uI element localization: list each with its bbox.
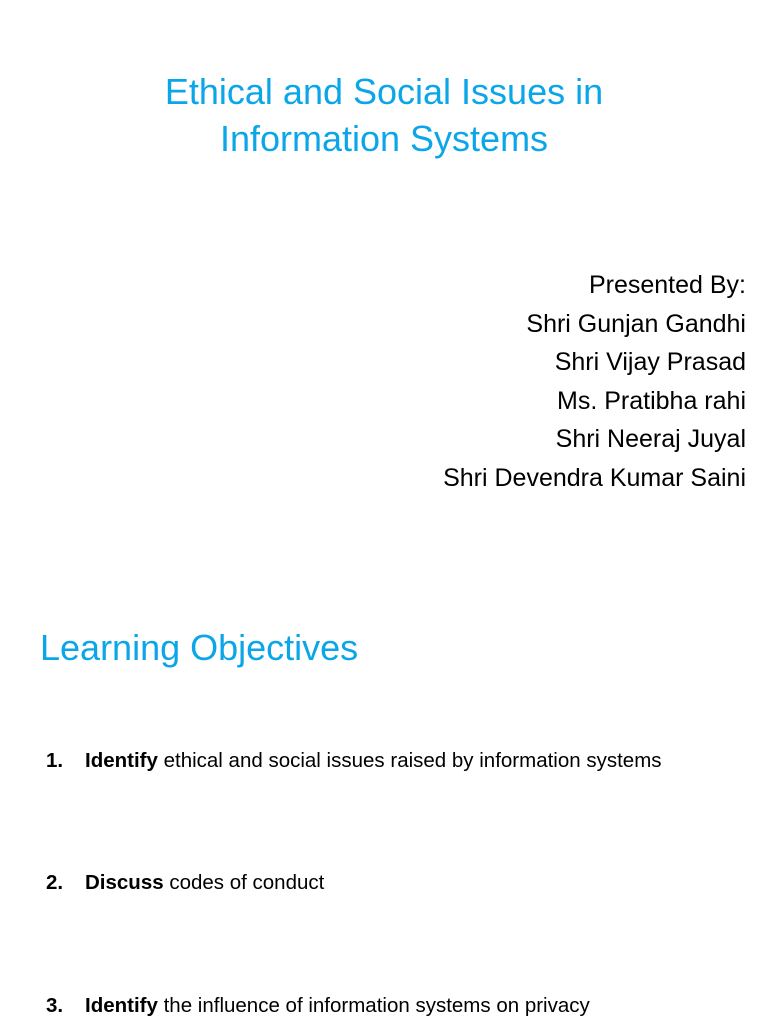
objective-text: codes of conduct	[163, 871, 325, 894]
objective-verb: Identify	[85, 749, 158, 772]
objective-number: 3.	[46, 994, 64, 1017]
objective-number: 1.	[46, 749, 64, 772]
slide-title	[0, 68, 768, 162]
slide-title-line-2: Information Systems	[219, 118, 549, 159]
presented-by-label: Presented By:	[588, 271, 746, 299]
presenters-block	[443, 266, 746, 497]
objective-number: 2.	[46, 871, 64, 894]
objective-item	[46, 747, 662, 775]
objective-text: ethical and social issues raised by information systems	[157, 749, 662, 772]
presenter-name: Shri Gunjan Gandhi	[526, 309, 746, 338]
objective-item	[46, 992, 590, 1020]
slide-title-line-1: Ethical and Social Issues in	[164, 71, 604, 112]
objective-item	[46, 869, 324, 897]
presenter-name: Shri Vijay Prasad	[554, 348, 746, 376]
objective-verb: Discuss	[85, 871, 164, 894]
presenter-name: Shri Devendra Kumar Saini	[443, 463, 746, 492]
objectives-heading: Learning Objectives	[40, 627, 359, 668]
objective-verb: Identify	[85, 994, 158, 1017]
objective-text: the influence of information systems on privacy	[157, 994, 590, 1017]
presenter-name: Shri Neeraj Juyal	[555, 425, 746, 453]
objectives-slide	[0, 580, 768, 1024]
presenter-name: Ms. Pratibha rahi	[557, 386, 746, 415]
